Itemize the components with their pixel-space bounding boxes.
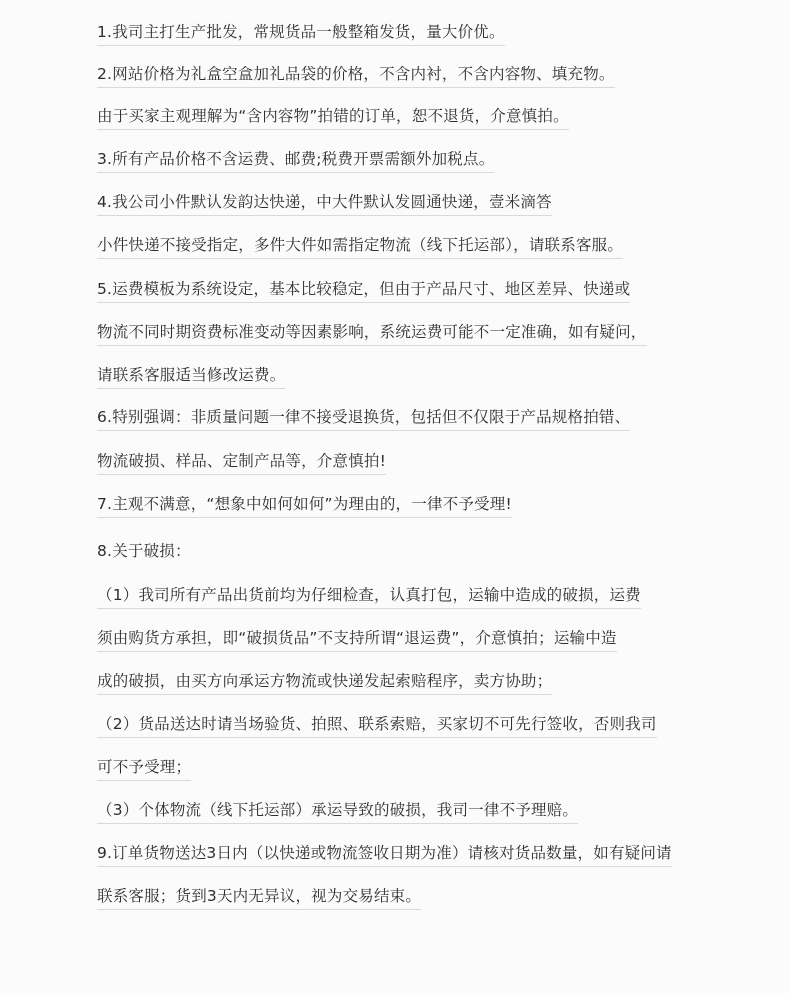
notice-line-19: （3）个体物流（线下托运部）承运导致的破损，我司一律不予理赔。: [97, 800, 578, 824]
notice-line-10: 6.特别强调：非质量问题一律不接受退换货，包括但不仅限于产品规格拍错、: [97, 407, 630, 431]
notice-line-9: 请联系客服适当修改运费。: [97, 365, 285, 389]
notice-line-15: 须由购货方承担，即“破损货品”不支持所谓“退运费”，介意慎拍；运输中造: [97, 628, 617, 652]
notice-line-14: （1）我司所有产品出货前均为仔细检查，认真打包，运输中造成的破损，运费: [97, 585, 641, 609]
notice-line-5: 4.我公司小件默认发韵达快递，中大件默认发圆通快递，壹米滴答: [97, 192, 552, 216]
notice-line-18: 可不予受理；: [97, 757, 191, 781]
notice-line-3: 由于买家主观理解为“含内容物”拍错的订单，恕不退货，介意慎拍。: [97, 106, 569, 130]
notice-line-1: 1.我司主打生产批发，常规货品一般整箱发货，量大价优。: [97, 22, 505, 46]
notice-line-7: 5.运费模板为系统设定，基本比较稳定，但由于产品尺寸、地区差异、快递或: [97, 279, 630, 303]
notice-line-6: 小件快递不接受指定，多件大件如需指定物流（线下托运部），请联系客服。: [97, 235, 623, 259]
notice-line-20: 9.订单货物送达3日内（以快递或物流签收日期为准）请核对货品数量，如有疑问请: [97, 843, 672, 867]
notice-line-8: 物流不同时期资费标准变动等因素影响，系统运费可能不一定准确，如有疑问，: [97, 322, 647, 346]
notice-line-21: 联系客服；货到3天内无异议，视为交易结束。: [97, 886, 421, 910]
notice-line-2: 2.网站价格为礼盒空盒加礼品袋的价格，不含内衬，不含内容物、填充物。: [97, 64, 615, 88]
notice-line-12: 7.主观不满意，“想象中如何如何”为理由的，一律不予受理!: [97, 494, 512, 518]
notice-line-11: 物流破损、样品、定制产品等，介意慎拍!: [97, 451, 386, 475]
notice-line-16: 成的破损，由买方向承运方物流或快递发起索赔程序，卖方协助；: [97, 671, 552, 695]
notice-line-13: 8.关于破损：: [97, 542, 191, 560]
notice-line-4: 3.所有产品价格不含运费、邮费;税费开票需额外加税点。: [97, 149, 494, 173]
notice-line-17: （2）货品送达时请当场验货、拍照、联系索赔，买家切不可先行签收，否则我司: [97, 714, 657, 738]
